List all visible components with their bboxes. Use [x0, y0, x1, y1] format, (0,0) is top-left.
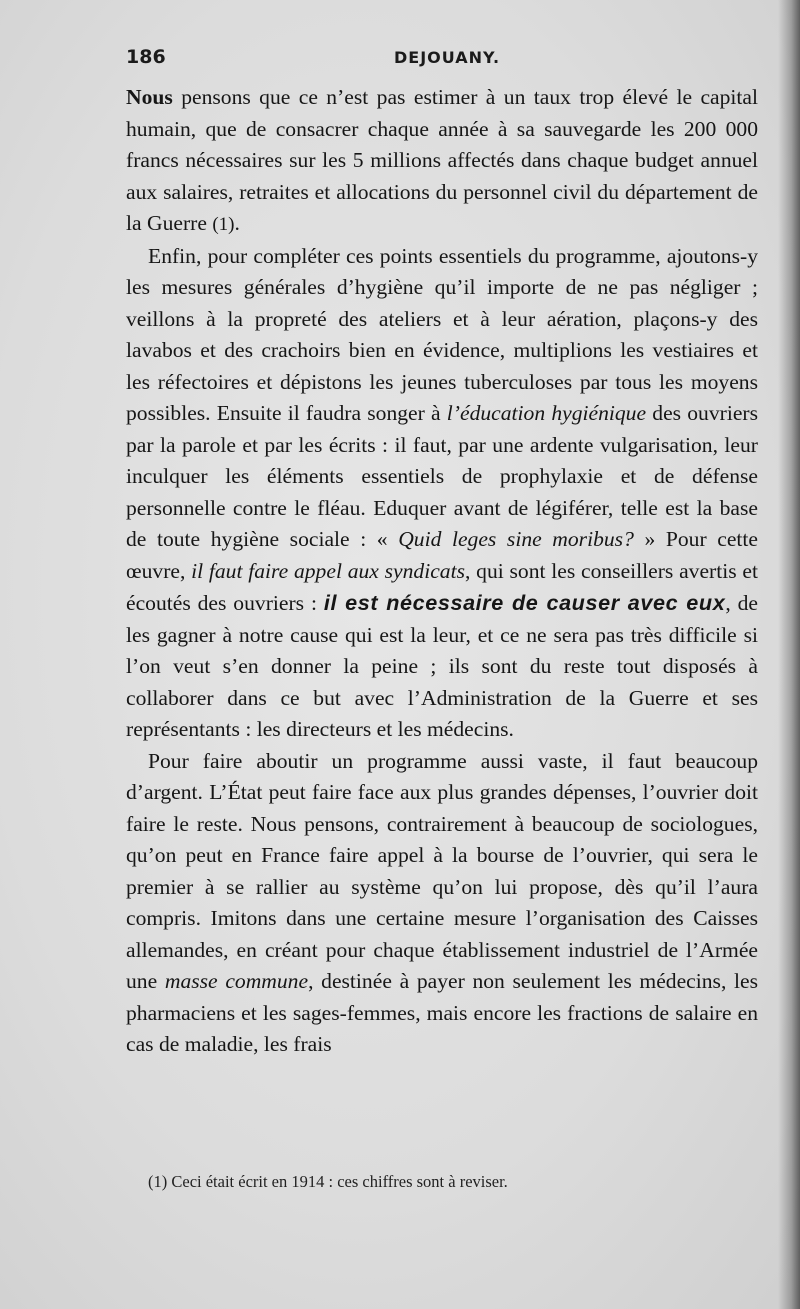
paragraph-2-part-e: , de les gagner à notre cause qui est la leur, et ce ne sera pas très difficile si l’on veut s’en donner la peine ; ils sont du reste tout disposés à collaborer dans ce but avec l’Administration de la Guerre et ses représentants : les directeurs et les médecins. — [126, 591, 758, 741]
page-number: 186 — [126, 46, 166, 68]
paragraph-2-italic-b: Quid leges sine moribus? — [398, 527, 634, 551]
footnote: (1) Ceci était écrit en 1914 : ces chiffres sont à reviser. — [148, 1172, 508, 1191]
paragraph-1-text: pensons que ce n’est pas estimer à un taux trop élevé le capital humain, que de consacrer chaque année à sa sauvegarde les 200 000 francs nécessaires sur les 5 millions affectés dans chaque budget annuel aux salaires, retraites et allocations du personnel civil du département de la Guerre — [126, 85, 758, 235]
paragraph-1 — [126, 82, 758, 241]
running-head: DEJOUANY. — [394, 48, 501, 67]
paragraph-2-part-a: Enfin, pour compléter ces points essentiels du programme, ajoutons-y les mesures générales d’hygiène qu’il importe de ne pas négliger ; veillons à la propreté des ateliers et à leur aération, plaçons-y des lavabos et des crachoirs bien en évidence, multiplions les vestiaires et les réfectoires et dépistons les jeunes tuberculoses par tous les moyens possibles. Ensuite il faudra songer à — [126, 243, 758, 425]
paragraph-1-lead: Nous — [126, 85, 173, 109]
paragraph-2-emphasis: il est nécessaire de causer avec eux — [323, 590, 726, 615]
paragraph-3-part-b: , destinée à payer non seulement les médecins, les pharmaciens et les sages-femmes, mais encore les fractions de salaire en cas de maladie, les frais — [126, 969, 759, 1056]
paragraph-2-italic-a: l’éducation hygiénique — [446, 401, 647, 425]
page-header — [126, 46, 756, 74]
paragraph-2-part-b: des ouvriers par la parole et par les écrits : il faut, par une ardente vulgarisation, leur inculquer les éléments essentiels de prophylaxie et de défense personnelle contre le fléau. Eduquer avant de légiférer, telle est la base de toute hygiène sociale : « — [126, 401, 759, 551]
paragraph-3-part-a: Pour faire aboutir un programme aussi vaste, il faut beaucoup d’argent. L’État peut faire face aux plus grandes dépenses, l’ouvrier doit faire le reste. Nous pensons, contrairement à beaucoup de sociologues, qu’on peut en France faire appel à la bourse de l’ouvrier, qui sera le premier à se rallier au système qu’on lui propose, dès qu’il l’aura compris. Imitons dans une certaine mesure l’organisation des Caisses allemandes, en créant pour chaque établissement industriel de l’Armée une — [126, 748, 758, 993]
paragraph-2-part-c: » Pour cette œuvre, — [126, 527, 758, 583]
paragraph-2-italic-c: il faut faire appel aux syndicats — [191, 558, 465, 583]
body-text — [126, 82, 758, 1061]
paragraph-2 — [126, 241, 758, 746]
paragraph-1-end: . — [234, 211, 240, 235]
page-spine-shadow — [778, 0, 800, 1309]
paragraph-3 — [126, 746, 758, 1061]
paragraph-3-italic-a: masse commune — [164, 969, 309, 993]
footnote-reference: (1) — [212, 214, 235, 235]
paragraph-2-part-d: , qui sont les conseillers avertis et écoutés des ouvriers : — [126, 558, 758, 615]
